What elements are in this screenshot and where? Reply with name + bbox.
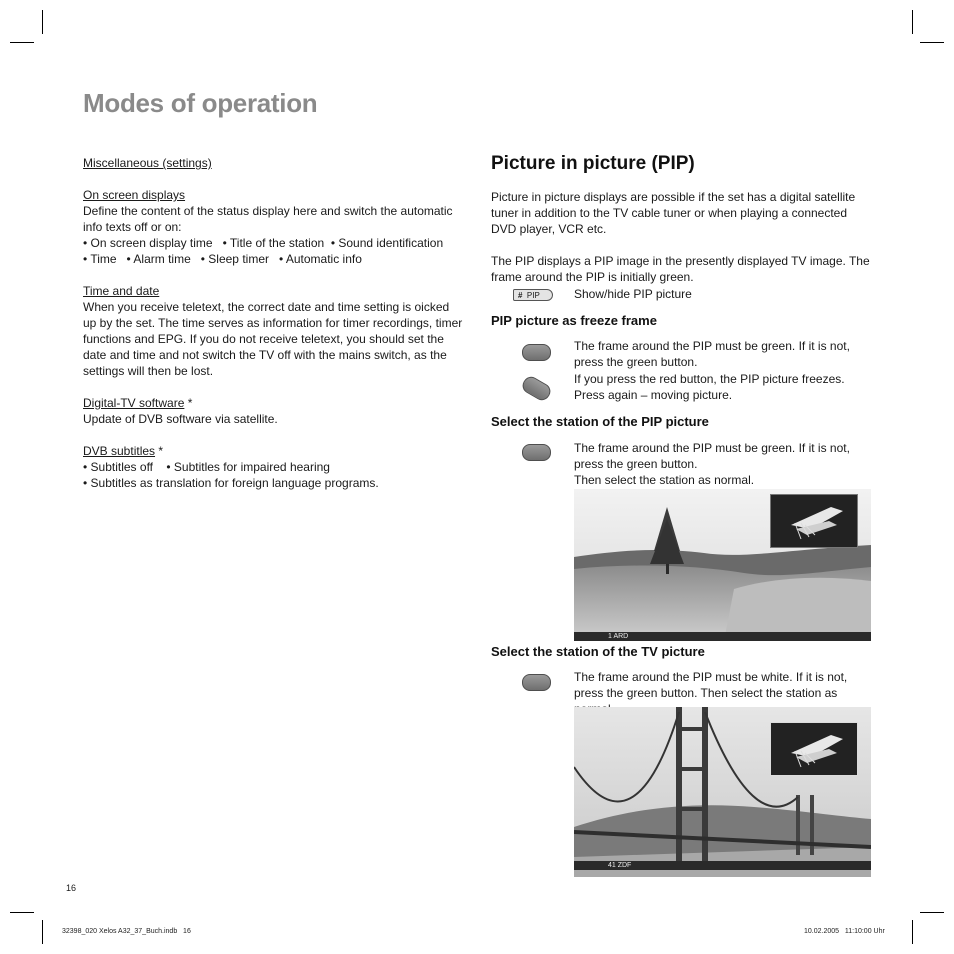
page-number: 16 [66, 883, 77, 893]
dvb-software-star: * [184, 396, 193, 410]
time-heading: Time and date [83, 284, 160, 298]
crop-mark [912, 920, 913, 944]
crop-mark [10, 912, 34, 913]
crop-mark [920, 912, 944, 913]
channel-label: 1 ARD [608, 633, 629, 640]
dvb-subtitles-line [83, 443, 463, 459]
misc-heading: Miscellaneous (settings) [83, 156, 212, 170]
dvb-subtitles-heading: DVB subtitles [83, 444, 156, 458]
freeze-text-1: The frame around the PIP must be green. If it is not, press the green button. [574, 339, 850, 369]
pip-insect-image [771, 723, 857, 775]
time-text: When you receive teletext, the correct date and time setting is oicked up by the set. The time serves as information for timer recordings, timer functions and EPG. If you do not receive teletext, you should set the date and time and not switch the TV off with the mains switch, as the settings will then be lost. [83, 300, 463, 378]
tv-screen-bridge [574, 707, 871, 877]
pip-window [770, 494, 858, 548]
crop-mark [912, 10, 913, 34]
green-button-icon [522, 444, 551, 461]
tv-screen-meadow [574, 489, 871, 641]
select-pip-heading: Select the station of the PIP picture [491, 414, 709, 429]
page-title: Modes of operation [83, 88, 318, 118]
dvb-software-heading: Digital-TV software [83, 396, 185, 410]
select-pip-text-1: The frame around the PIP must be green. If it is not, press the green button. [574, 441, 850, 471]
pip-heading: Picture in picture (PIP) [491, 153, 695, 174]
freeze-heading: PIP picture as freeze frame [491, 313, 657, 328]
pip-key-desc: Show/hide PIP picture [574, 287, 692, 301]
hash-icon: # [518, 291, 523, 300]
red-button-icon [520, 374, 554, 403]
pip-intro-1: Picture in picture displays are possible if the set has a digital satellite tuner in addition to the TV cable tuner or when playing a connected DVD player, VCR etc. [491, 190, 856, 236]
crop-mark [10, 42, 34, 43]
crop-mark [42, 10, 43, 34]
osd-heading: On screen displays [83, 188, 186, 202]
dvb-subtitles-bullets-1: • Subtitles off • Subtitles for impaired hearing [83, 460, 330, 474]
select-tv-text: The frame around the PIP must be white. If it is not, press the green button. Then select the station as [574, 670, 848, 700]
crop-mark [920, 42, 944, 43]
footer-file: 32398_020 Xelos A32_37_Buch.indb 16 [62, 928, 191, 935]
dvb-subtitles-star: * [155, 444, 164, 458]
green-button-icon [522, 344, 551, 361]
channel-bar [574, 861, 871, 870]
footer-date: 10.02.2005 11:10:00 Uhr [804, 928, 885, 935]
crop-mark [42, 920, 43, 944]
osd-bullets-2: • Time • Alarm time • Sleep timer • Automatic info [83, 252, 362, 266]
osd-bullets-1: • On screen display time • Title of the station • Sound identification [83, 236, 444, 250]
dvb-software-line [83, 395, 463, 411]
select-tv-heading: Select the station of the TV picture [491, 644, 705, 659]
freeze-text-3: Press again – moving picture. [574, 388, 733, 402]
freeze-text-2: If you press the red button, the PIP picture freezes. [574, 372, 845, 386]
pip-window [770, 722, 858, 776]
select-pip-text-2: Then select the station as normal. [574, 473, 755, 487]
green-button-icon [522, 674, 551, 691]
pip-intro-2: The PIP displays a PIP image in the presently displayed TV image. The frame around the PIP is initially green. [491, 254, 870, 284]
pip-key-label: PIP [526, 291, 540, 300]
left-column [83, 155, 463, 491]
pip-key [513, 289, 553, 301]
pip-insect-image [771, 495, 857, 547]
channel-bar [574, 632, 871, 641]
channel-label: 41 ZDF [608, 862, 632, 869]
dvb-software-text: Update of DVB software via satellite. [83, 412, 278, 426]
osd-text: Define the content of the status display here and switch the automatic info texts off or on: [83, 204, 453, 234]
dvb-subtitles-bullets-2: • Subtitles as translation for foreign language programs. [83, 476, 379, 490]
